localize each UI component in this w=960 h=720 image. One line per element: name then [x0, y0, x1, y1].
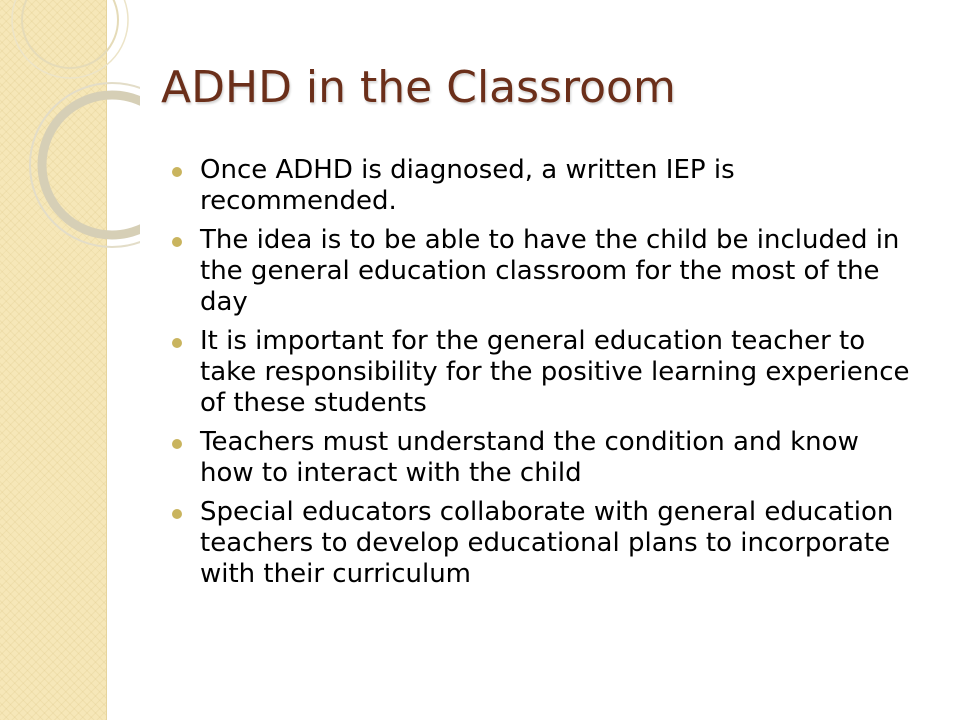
- bullet-text: It is important for the general education teacher to take responsibility for the positive learning experience of these students: [200, 326, 910, 418]
- bullet-dot-icon: [172, 237, 182, 247]
- slide-title: ADHD in the Classroom: [161, 62, 676, 113]
- bullet-text: Once ADHD is diagnosed, a written IEP is recommended.: [200, 155, 735, 216]
- decorative-circles-icon: [0, 0, 140, 260]
- bullet-text: The idea is to be able to have the child be included in the general education classroom for the most of the day: [200, 225, 900, 317]
- bullet-text: Special educators collaborate with general education teachers to develop educational plans to incorporate with their curriculum: [200, 497, 894, 589]
- bullet-list: [172, 155, 910, 598]
- bullet-dot-icon: [172, 167, 182, 177]
- bullet-dot-icon: [172, 509, 182, 519]
- bullet-item: [172, 497, 910, 590]
- bullet-item: [172, 326, 910, 419]
- bullet-item: [172, 155, 910, 217]
- bullet-item: [172, 225, 910, 318]
- bullet-dot-icon: [172, 338, 182, 348]
- bullet-dot-icon: [172, 439, 182, 449]
- bullet-item: [172, 427, 910, 489]
- bullet-text: Teachers must understand the condition and know how to interact with the child: [200, 427, 859, 488]
